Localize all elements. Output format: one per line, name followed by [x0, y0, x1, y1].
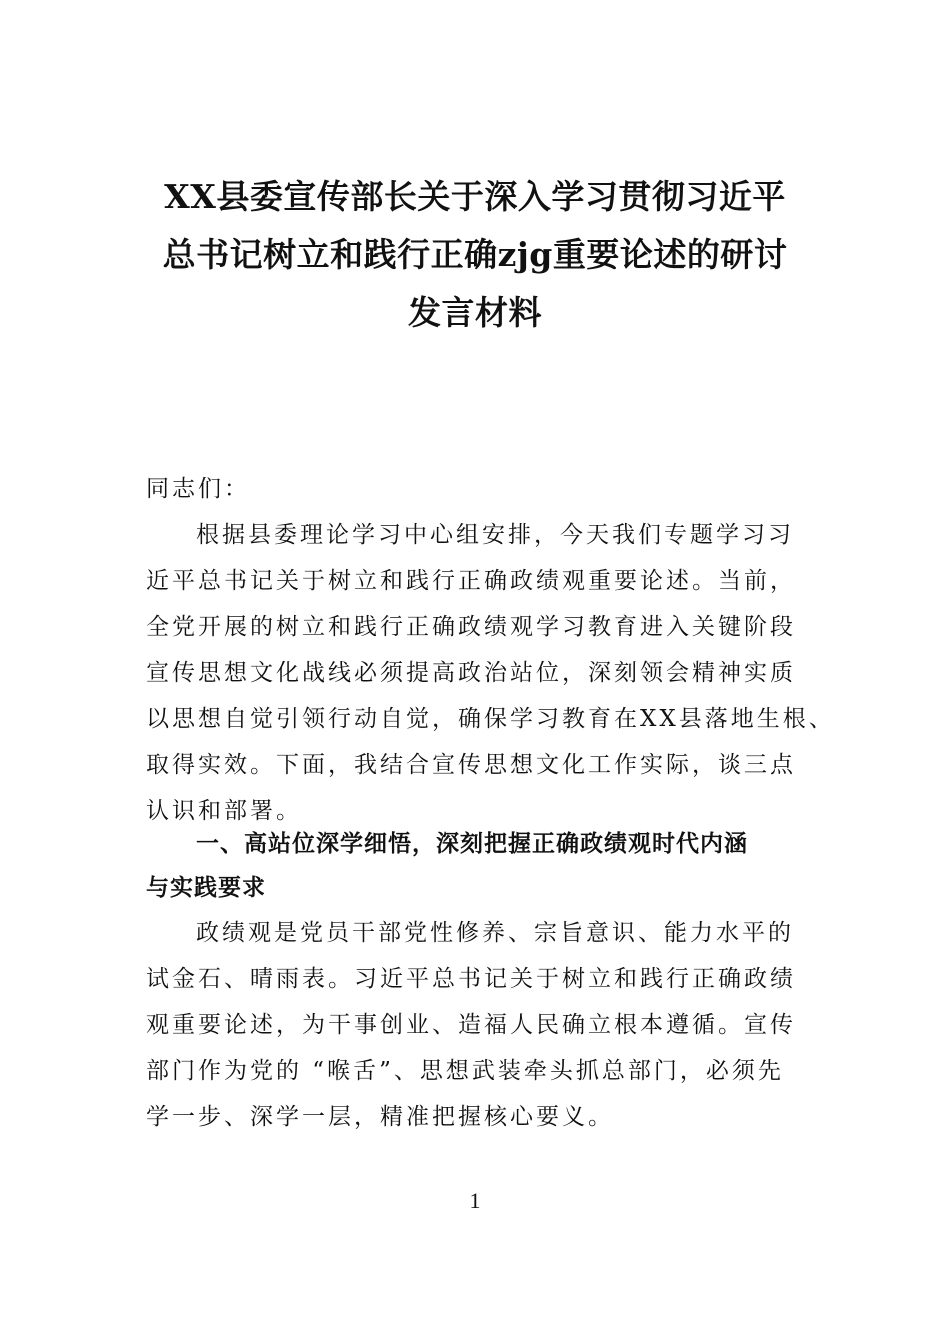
paragraph-line: 全党开展的树立和践行正确政绩观学习教育进入关键阶段 — [146, 614, 796, 640]
paragraph-line: 认识和部署。 — [146, 798, 302, 824]
salutation-text: 同志们： — [146, 476, 250, 502]
paragraph-line: 政绩观是党员干部党性修养、宗旨意识、能力水平的 — [196, 920, 794, 946]
paragraph-line: 宣传思想文化战线必须提高政治站位，深刻领会精神实质 — [146, 660, 796, 686]
section-heading-1 — [146, 822, 816, 910]
paragraph-line: 学一步、深学一层，精准把握核心要义。 — [146, 1104, 614, 1130]
paragraph-intro — [146, 512, 835, 834]
paragraph-line: 以思想自觉引领行动自觉，确保学习教育在XX县落地生根、 — [146, 706, 835, 732]
paragraph-section-1 — [146, 910, 816, 1140]
page-number: 1 — [469, 1188, 481, 1213]
document-title — [110, 168, 840, 342]
paragraph-line: 根据县委理论学习中心组安排，今天我们专题学习习 — [196, 522, 794, 548]
heading-line: 一、高站位深学细悟，深刻把握正确政绩观时代内涵 — [196, 831, 748, 857]
paragraph-line: 观重要论述，为干事创业、造福人民确立根本遵循。宣传 — [146, 1012, 796, 1038]
salutation — [146, 466, 816, 512]
title-line: 发言材料 — [408, 293, 542, 332]
paragraph-line: 取得实效。下面，我结合宣传思想文化工作实际，谈三点 — [146, 752, 796, 778]
paragraph-line: 近平总书记关于树立和践行正确政绩观重要论述。当前， — [146, 568, 796, 594]
paragraph-line: 部门作为党的 “喉舌”、思想武装牵头抓总部门，必须先 — [146, 1058, 784, 1084]
title-line: 总书记树立和践行正确zjg重要论述的研讨 — [162, 235, 788, 274]
heading-line: 与实践要求 — [146, 875, 266, 901]
paragraph-line: 试金石、晴雨表。习近平总书记关于树立和践行正确政绩 — [146, 966, 796, 992]
title-line: XX县委宣传部长关于深入学习贯彻习近平 — [164, 177, 786, 216]
